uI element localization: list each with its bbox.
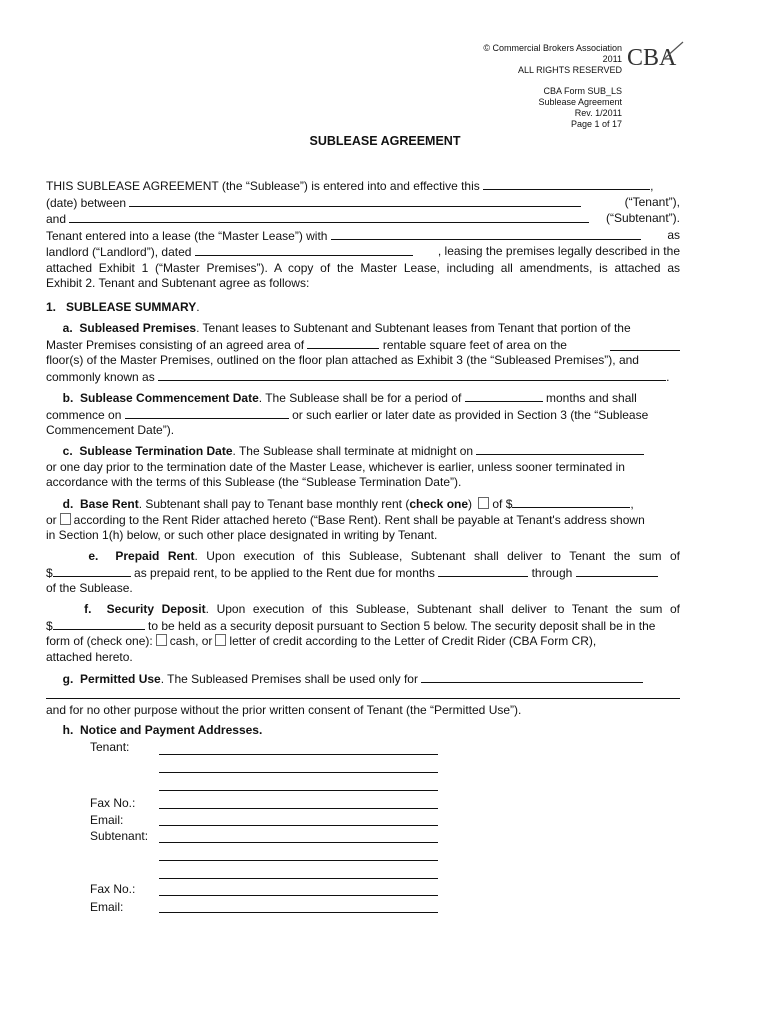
clause-c-text-1: . The Sublease shall terminate at midnight on [232,444,474,458]
clause-a-text-2a: Master Premises consisting of an agreed area of [46,337,305,352]
intro-and: and [46,212,67,226]
copyright-block [483,43,622,76]
intro-line-7: Exhibit 2. Tenant and Subtenant agree as follows: [46,276,310,290]
clause-g [46,671,680,719]
floor-field[interactable] [610,339,680,351]
cba-logo [627,40,685,70]
subtenant-fax-field[interactable] [159,895,438,896]
commence-date-field[interactable] [125,407,289,419]
intro-as: as [667,227,680,242]
clause-f [46,602,680,665]
clause-d [46,496,680,544]
intro-comma: , [650,179,654,193]
clause-c-label: c. [62,444,73,458]
clause-d-comma: , [630,497,634,511]
clause-h-title: Notice and Payment Addresses. [80,723,263,737]
subtenant-email-label: Email: [90,900,124,914]
prepaid-rent-amount-field[interactable] [53,565,131,577]
clause-d-text-3: in Section 1(h) below, or such other place designated in writing by Tenant. [46,528,438,542]
base-rent-amount-field[interactable] [512,496,630,508]
clause-e-text-2b: as prepaid rent, to be applied to the Rent due for months [134,565,435,580]
intro-line-6: attached Exhibit 1 (“Master Premises”). A copy of the Master Lease, including all amendments, is attached as [46,260,680,275]
clause-f-text-1: . Upon execution of this Sublease, Subtenant shall deliver to Tenant the sum of [205,602,680,616]
sublease-period-field[interactable] [465,390,543,402]
copyright-year: 2011 [602,54,622,64]
section-1-number: 1. [46,300,57,314]
termination-date-field[interactable] [476,443,644,455]
clause-e-label: e. [88,549,99,563]
clause-a-text-3: floor(s) of the Master Premises, outlined on the floor plan attached as Exhibit 3 (the “Subleased Premises”), and [46,353,639,367]
clause-d-text-1c: of $ [492,497,513,511]
clause-a-title: Subleased Premises [79,321,197,335]
clause-c-text-2: or one day prior to the termination date of the Master Lease, whichever is earlier, unless sooner terminated in [46,459,625,474]
tenant-address-label: Tenant: [90,740,130,754]
clause-d-label: d. [62,497,74,511]
subtenant-label: (“Subtenant”). [605,211,680,225]
clause-e-text-1: . Upon execution of this Sublease, Subtenant shall deliver to Tenant the sum of [194,549,681,563]
clause-b [46,390,680,439]
clause-g-text-1: . The Subleased Premises shall be used only for [160,672,418,686]
section-1-heading [46,300,200,314]
clause-d-text-2b: according to the Rent Rider attached hereto (“Base Rent). Rent shall be payable at Tenant's address shown [73,512,645,527]
tenant-address-line-2[interactable] [159,772,438,773]
master-lease-date-field[interactable] [195,244,413,256]
intro-landlord-dated: landlord (“Landlord”), dated [46,245,192,259]
clause-f-cash: cash, or [169,634,213,648]
subtenant-address-label: Subtenant: [90,829,149,843]
intro-line-1: THIS SUBLEASE AGREEMENT (the “Sublease”) is entered into and effective this [46,179,480,193]
agreed-area-field[interactable] [307,337,379,349]
clause-d-text-1b: ) [468,497,473,511]
tenant-label: (“Tenant”), [624,194,680,209]
tenant-email-field[interactable] [159,825,438,826]
clause-c [46,443,680,491]
rights-text: ALL RIGHTS RESERVED [517,65,622,75]
landlord-name-field[interactable] [331,228,641,240]
prepaid-months-from-field[interactable] [438,565,528,577]
intro-master-lease: Tenant entered into a lease (the “Master Lease”) with [46,228,328,243]
clause-f-text-3c: letter of credit according to the Letter of Credit Rider (CBA Form CR), [229,634,597,648]
permitted-use-field[interactable] [421,671,643,683]
copyright-text: © Commercial Brokers Association [483,43,622,53]
section-1-title: SUBLEASE SUMMARY [66,300,197,314]
intro-between: (date) between [46,195,127,210]
intro-paragraph [46,178,680,292]
clause-f-text-4: attached hereto. [46,649,133,664]
base-rent-rider-checkbox[interactable] [60,513,71,525]
subtenant-fax-label: Fax No.: [90,882,136,896]
clause-a-text-1: . Tenant leases to Subtenant and Subtenant leases from Tenant that portion of the [196,321,631,335]
clause-a-label: a. [62,321,73,335]
form-revision: Rev. 1/2011 [574,108,622,118]
clause-b-label: b. [62,391,74,405]
deposit-letter-of-credit-checkbox[interactable] [215,634,226,646]
clause-e-dollar: $ [46,565,53,580]
cba-logo-text: CBA [627,45,677,70]
clause-a-text-2b: rentable square feet of area on the [382,337,567,352]
clause-b-text-2b: or such earlier or later date as provided in Section 3 (the “Sublease [292,407,649,422]
form-id: CBA Form SUB_LS [543,86,622,96]
clause-b-text-3: Commencement Date”). [46,423,175,437]
form-info-block [538,86,622,130]
subtenant-address-line-3[interactable] [159,878,438,879]
tenant-address-line-1[interactable] [159,754,438,755]
subtenant-address-line-2[interactable] [159,860,438,861]
clause-f-dollar: $ [46,618,53,633]
clause-d-title: Base Rent [80,497,139,511]
clause-a-text-4a: commonly known as [46,369,155,384]
clause-e [46,549,680,597]
clause-f-label: f. [84,602,92,616]
deposit-cash-checkbox[interactable] [156,634,167,646]
tenant-fax-field[interactable] [159,808,438,809]
clause-g-text-2: and for no other purpose without the prior written consent of Tenant (the “Permitted Use”). [46,703,522,717]
tenant-address-line-3[interactable] [159,790,438,791]
intro-leasing: , leasing the premises legally described in the [437,244,680,258]
form-name: Sublease Agreement [538,97,622,107]
clause-b-text-1a: . The Sublease shall be for a period of [258,391,462,405]
permitted-use-field-line-2[interactable] [46,694,680,699]
subtenant-email-field[interactable] [159,912,438,913]
effective-date-field[interactable] [483,178,650,190]
clause-c-title: Sublease Termination Date [79,444,233,458]
clause-f-title: Security Deposit [106,602,206,616]
page-number: Page 1 of 17 [570,119,622,129]
tenant-email-label: Email: [90,813,124,827]
clause-g-label: g. [62,672,74,686]
subtenant-address-line-1[interactable] [159,842,438,843]
clause-e-text-3: of the Sublease. [46,581,133,595]
clause-h-label: h. [62,723,74,737]
commonly-known-as-field[interactable] [158,369,666,381]
clause-a-period: . [666,369,670,384]
clause-d-text-1a: . Subtenant shall pay to Tenant base monthly rent ( [138,497,410,511]
tenant-fax-label: Fax No.: [90,796,136,810]
clause-f-text-3a: form of (check one): [46,634,153,648]
subtenant-name-field[interactable] [69,211,589,223]
prepaid-months-to-field[interactable] [576,565,658,577]
clause-d-text-2a: or [46,512,57,527]
clause-f-text-2b: to be held as a security deposit pursuant to Section 5 below. The security deposit shall be in the [148,618,656,633]
clause-e-title: Prepaid Rent [115,549,195,563]
base-rent-fixed-checkbox[interactable] [478,497,489,509]
clause-b-text-1b: months and shall [546,391,637,405]
document-title: SUBLEASE AGREEMENT [309,134,461,148]
clause-e-through: through [531,565,573,580]
security-deposit-amount-field[interactable] [53,618,145,630]
clause-b-text-2a: commence on [46,407,122,422]
tenant-name-field[interactable] [129,195,581,207]
clause-b-title: Sublease Commencement Date [80,391,259,405]
section-1-dot: . [196,300,200,314]
clause-h [46,723,680,739]
clause-a [46,321,680,385]
clause-d-check-one: check one [409,497,469,511]
clause-g-title: Permitted Use [80,672,161,686]
clause-c-text-3: accordance with the terms of this Sublease (the “Sublease Termination Date”). [46,475,462,489]
